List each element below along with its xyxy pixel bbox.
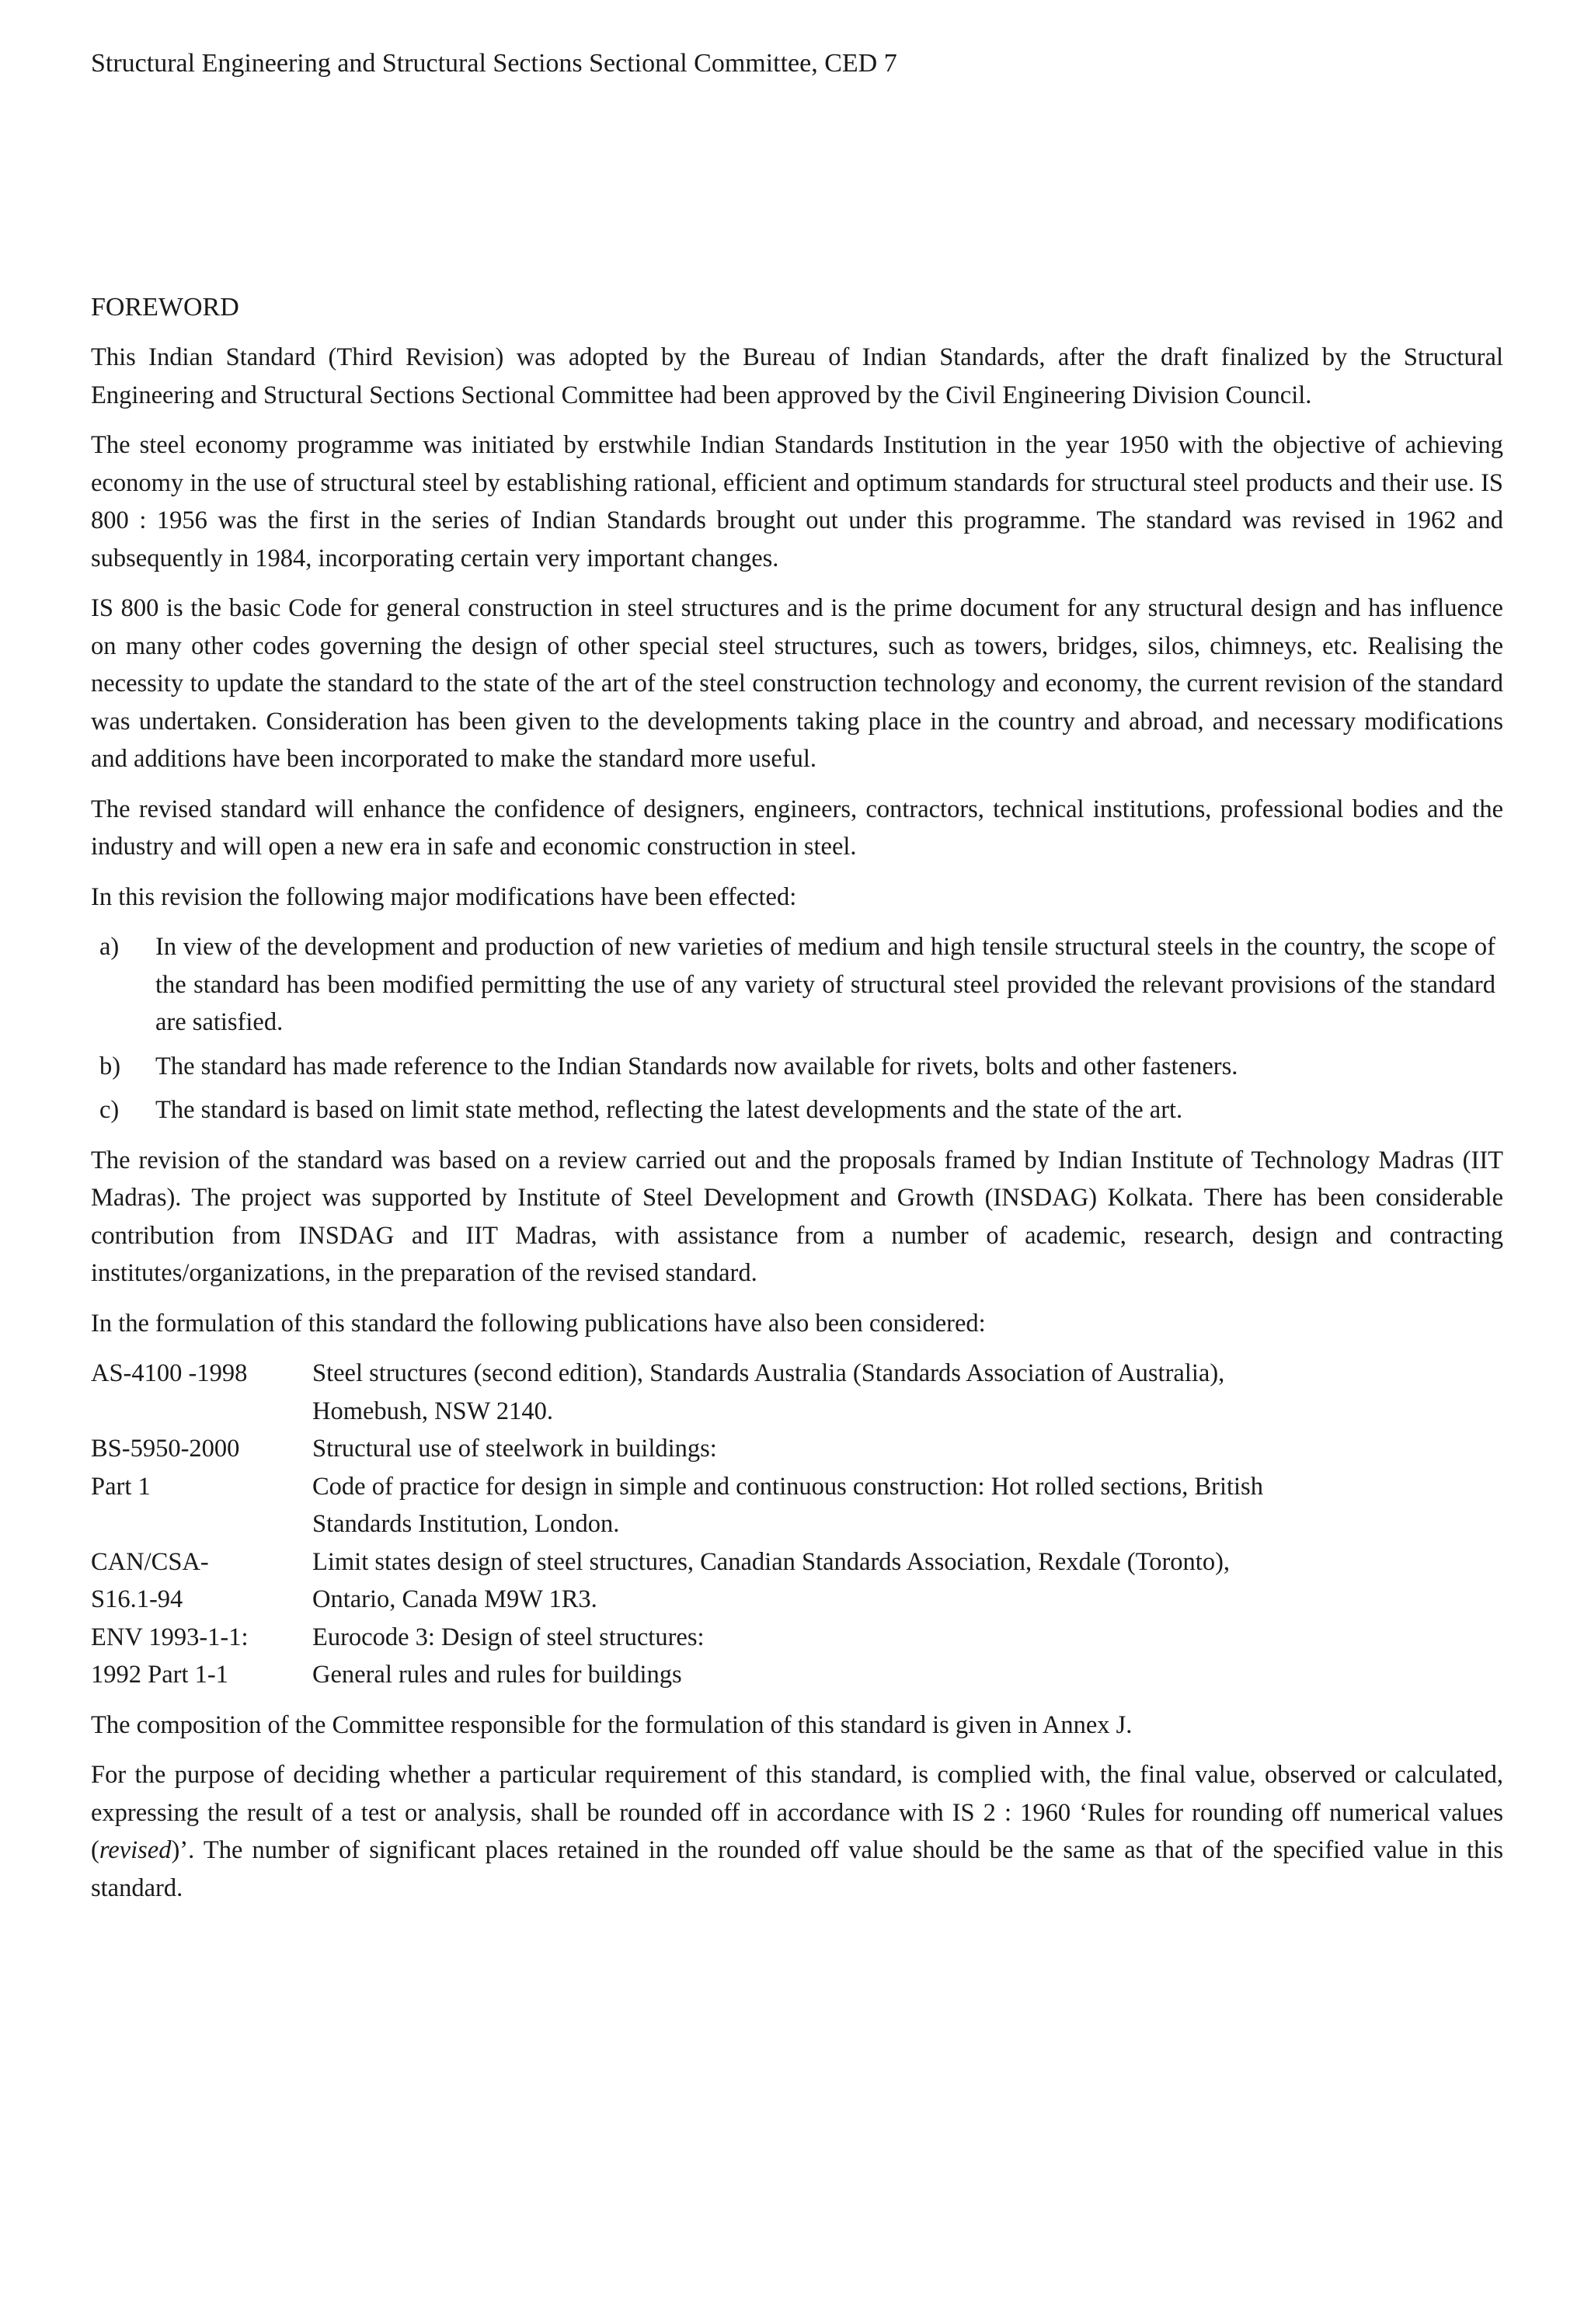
publication-code: CAN/CSA- S16.1-94 [91,1547,209,1613]
publication-description: Structural use of steelwork in buildings: [312,1435,717,1463]
publication-entry [91,1468,1503,1543]
paragraph-modifications-intro: In this revision the following major modifications have been effected: [91,882,797,911]
publication-entry [91,1355,1503,1430]
publication-description: Limit states design of steel structures, Canadian Standards Association, Rexdale (Toronto), Ontario, Canada M9W 1R3. [312,1547,1231,1613]
publications-list [91,1355,1503,1694]
list-item-text: In view of the development and production of new varieties of medium and high tensile structural steels in the country, the scope of the standard has been modified permitting the use of any variety of structural steel provided the relevant provisions of the standard are satisfied. [155,933,1495,1036]
list-item [99,928,1503,1042]
paragraph-committee-composition: The composition of the Committee responsible for the formulation of this standard is given in Annex J. [91,1710,1133,1739]
publication-entry [91,1543,1503,1619]
paragraph-adoption: This Indian Standard (Third Revision) was adopted by the Bureau of Indian Standards, after the draft finalized by the Structural Engineering and Structural Sections Sectional Committee had been approved by the Civil Engineering Division Council. [91,343,1503,409]
list-item [99,1091,1503,1129]
paragraph-revised-standard: The revised standard will enhance the confidence of designers, engineers, contractors, technical institutions, professional bodies and the industry and will open a new era in safe and economic construction in steel. [91,795,1503,861]
publication-code: AS-4100 -1998 [91,1359,248,1387]
modifications-list [91,928,1503,1129]
list-item-label: c) [99,1096,120,1124]
list-item [99,1048,1503,1086]
publication-description: Code of practice for design in simple and continuous construction: Hot rolled sections, British Standards Institution, London. [312,1472,1263,1538]
paragraph-basic-code: IS 800 is the basic Code for general construction in steel structures and is the prime document for any structural design and has influence on many other codes governing the design of other special steel structures, such as towers, bridges, silos, chimneys, etc. Realising the necessity to update the standard to the state of the art of the steel construction technology and economy, the current revision of the standard was undertaken. Consideration has been given to the developments taking place in the country and abroad, and necessary modifications and additions have been incorporated to make the standard more useful. [91,594,1503,773]
paragraph-steel-economy: The steel economy programme was initiated by erstwhile Indian Standards Institution in the year 1950 with the objective of achieving economy in the use of structural steel by establishing rational, efficient and optimum standards for structural steel products and their use. IS 800 : 1956 was the first in the series of Indian Standards brought out under this programme. The standard was revised in 1962 and subsequently in 1984, incorporating certain very important changes. [91,431,1503,572]
publication-description: Steel structures (second edition), Standards Australia (Standards Association of Australia), Homebush, NSW 2140. [312,1359,1225,1425]
publication-code: ENV 1993-1-1: 1992 Part 1-1 [91,1623,249,1689]
publication-entry [91,1619,1503,1694]
committee-header: Structural Engineering and Structural Sections Sectional Committee, CED 7 [91,49,897,78]
list-item-text: The standard has made reference to the Indian Standards now available for rivets, bolts and other fasteners. [155,1052,1238,1080]
revised-italic: revised [99,1836,172,1864]
list-item-text: The standard is based on limit state method, reflecting the latest developments and the state of the art. [155,1096,1183,1124]
publication-code: Part 1 [91,1472,151,1501]
paragraph-review: The revision of the standard was based on a review carried out and the proposals framed by Indian Institute of Technology Madras (IIT Madras). The project was supported by Institute of Steel Development and Growth (INSDAG) Kolkata. There has been considerable contribution from INSDAG and IIT Madras, with assistance from a number of academic, research, design and contracting institutes/organizations, in the preparation of the revised standard. [91,1146,1503,1287]
list-item-label: b) [99,1052,121,1080]
foreword-heading: FOREWORD [91,293,239,322]
publication-code: BS-5950-2000 [91,1435,240,1463]
paragraph-rounding-off: For the purpose of deciding whether a particular requirement of this standard, is complied with, the final value, observed or calculated, expressing the result of a test or analysis, shall be rounded off in accordance with IS 2 : 1960 ‘Rules for rounding off numerical values (revised)’. The number of significant places retained in the rounded off value should be the same as that of the specified value in this standard. [91,1761,1503,1902]
publication-entry [91,1430,1503,1468]
list-item-label: a) [99,933,120,961]
publication-description: Eurocode 3: Design of steel structures: General rules and rules for buildings [312,1623,705,1689]
paragraph-publications-intro: In the formulation of this standard the following publications have also been considered: [91,1309,986,1338]
foreword-section [91,289,1503,1919]
